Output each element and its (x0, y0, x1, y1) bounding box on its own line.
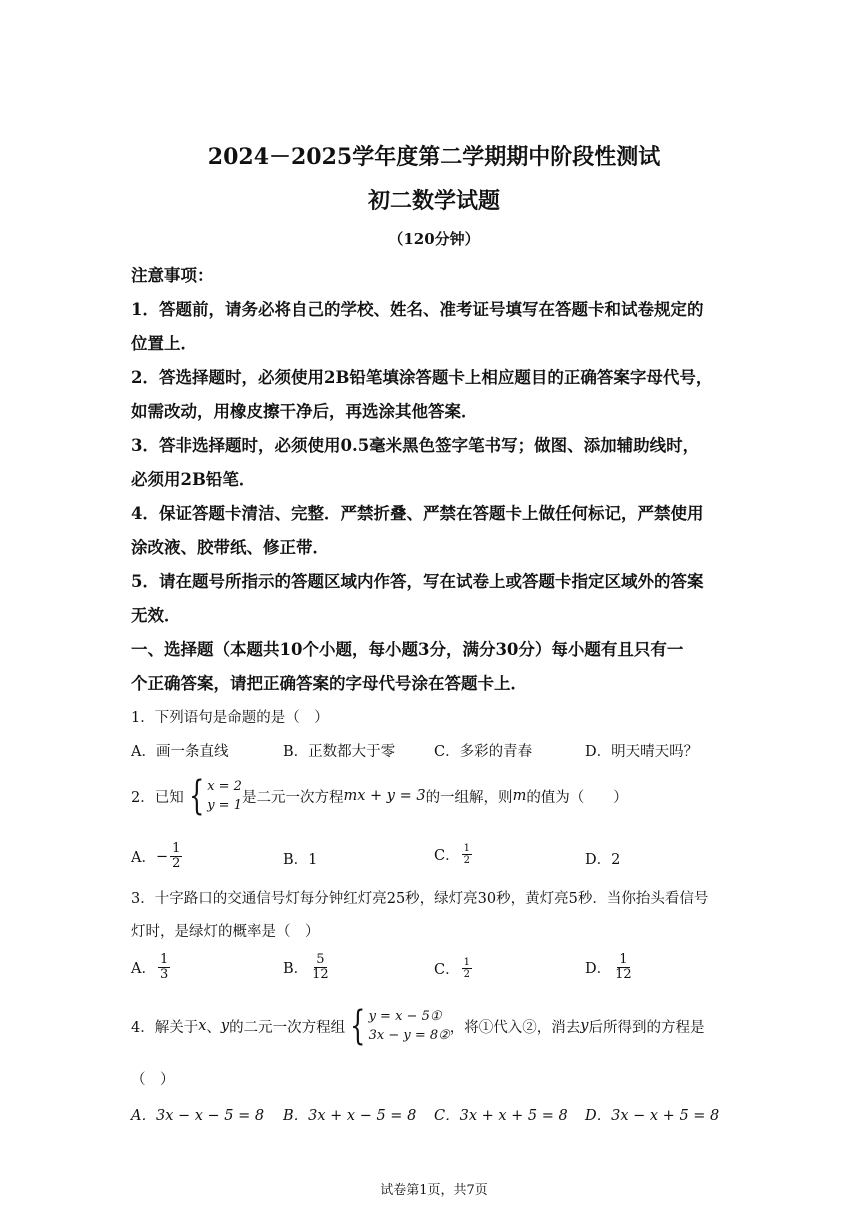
note-line: 无效． (131, 606, 181, 625)
q2-option-d: D．2 (585, 852, 621, 868)
q4-prefix: 4．解关于 (131, 1019, 199, 1036)
fraction-denominator: 2 (463, 855, 470, 866)
q4-option-c: C．3x + x + 5 = 8 (434, 1108, 568, 1124)
exam-duration: （120分钟） (388, 230, 480, 248)
q4-system-line-2: 3x − y = 8② (368, 1028, 450, 1043)
q3-option-a-label: A． (131, 961, 156, 977)
q1-option-a: A．画一条直线 (131, 744, 229, 760)
q2-option-c-label: C． (434, 848, 460, 864)
question-4-stem (131, 1003, 705, 1049)
q3-option-a (131, 953, 172, 982)
q4-answer-paren: （ ） (131, 1072, 175, 1088)
q3-option-c (434, 957, 474, 980)
q2-mid2: 的一组解，则 (425, 789, 513, 806)
q4-option-a: A．3x − x − 5 = 8 (131, 1108, 265, 1124)
q4-var-y: y (220, 1018, 230, 1034)
question-1-stem: 1．下列语句是命题的是（ ） (131, 710, 329, 726)
brace-icon: { (350, 1003, 366, 1049)
note-line: 如需改动，用橡皮擦干净后，再选涂其他答案． (131, 402, 478, 421)
q3-option-c-label: C． (434, 962, 460, 978)
fraction-denominator: 3 (159, 967, 169, 982)
q3-option-a-fraction (158, 953, 170, 982)
q2-option-c-fraction (462, 843, 472, 866)
q3-option-b-fraction (310, 953, 331, 982)
q2-equation-system (184, 773, 242, 819)
exam-subtitle: 初二数学试题 (367, 188, 500, 214)
q4-option-b: B．3x + x − 5 = 8 (283, 1108, 417, 1124)
note-line: 3．答非选择题时，必须使用0.5毫米黑色签字笔书写；做图、添加辅助线时， (131, 436, 700, 455)
note-line: 5．请在题号所指示的答题区域内作答，写在试卷上或答题卡指定区域外的答案 (131, 572, 704, 591)
fraction-denominator: 12 (615, 967, 632, 982)
note-line: 位置上． (131, 334, 197, 353)
fraction-numerator: 5 (316, 952, 325, 967)
note-line: 4．保证答题卡清洁、完整．严禁折叠、严禁在答题卡上做任何标记，严禁使用 (131, 504, 704, 523)
note-line: 必须用2B铅笔． (131, 470, 256, 489)
q4-suffix2: 后所得到的方程是 (588, 1019, 705, 1036)
q2-suffix: 的值为（ ） (526, 789, 628, 806)
q3-option-d-label: D． (585, 961, 612, 977)
q4-equation-system (345, 1003, 450, 1049)
q2-option-a-fraction (170, 842, 182, 871)
question-3-line-1: 3．十字路口的交通信号灯每分钟红灯亮25秒，绿灯亮30秒，黄灯亮5秒．当你抬头看信号 (131, 891, 709, 907)
q2-equation: mx + y = 3 (343, 788, 426, 804)
q4-system-line-1: y = x − 5① (368, 1009, 442, 1024)
q4-suffix: ，将①代入②，消去 (449, 1019, 581, 1036)
exam-title: 2024－2025学年度第二学期期中阶段性测试 (207, 144, 661, 170)
q4-sep: 、 (206, 1019, 221, 1036)
q2-option-c (434, 843, 474, 866)
q4-var-x: x (198, 1018, 207, 1034)
q3-option-b-label: B． (283, 961, 309, 977)
q4-option-d: D．3x − x + 5 = 8 (585, 1108, 720, 1124)
q2-system-line-1: x = 2 (207, 779, 242, 794)
question-2-stem (131, 773, 628, 819)
fraction-numerator: 1 (619, 952, 628, 967)
q2-system-line-2: y = 1 (207, 798, 242, 813)
fraction-numerator: 1 (159, 952, 169, 967)
q3-option-d (585, 953, 636, 982)
section-heading: 一、选择题（本题共10个小题，每小题3分，满分30分）每小题有且只有一 (131, 640, 684, 659)
q4-var-y-2: y (580, 1018, 589, 1034)
fraction-denominator: 2 (172, 856, 181, 871)
q4-mid: 的二元一次方程组 (229, 1019, 346, 1036)
q2-option-a-label: A． (131, 850, 156, 866)
q1-option-b: B．正数都大于零 (283, 744, 396, 760)
fraction-numerator: 1 (463, 843, 470, 854)
q2-prefix: 2．已知 (131, 789, 184, 806)
q3-option-b (283, 953, 333, 982)
fraction-numerator: 1 (463, 957, 470, 968)
question-3-line-2: 灯时，是绿灯的概率是（ ） (131, 924, 320, 940)
q2-option-b: B．1 (283, 852, 318, 868)
q2-option-a (131, 842, 184, 871)
note-line: 1．答题前，请务必将自己的学校、姓名、准考证号填写在答题卡和试卷规定的 (131, 300, 704, 319)
q1-option-c: C．多彩的青春 (434, 744, 533, 760)
q2-variable: m (512, 788, 527, 804)
q1-option-d: D．明天晴天吗？ (585, 744, 699, 760)
q2-mid: 是二元一次方程 (241, 789, 344, 806)
brace-icon: { (188, 773, 205, 819)
note-line: 2．答选择题时，必须使用2B铅笔填涂答题卡上相应题目的正确答案字母代号， (131, 368, 713, 387)
q3-option-d-fraction (613, 953, 634, 982)
note-line: 涂改液、胶带纸、修正带． (131, 538, 329, 557)
section-heading: 个正确答案，请把正确答案的字母代号涂在答题卡上． (131, 674, 527, 693)
page-footer: 试卷第1页，共7页 (380, 1183, 488, 1198)
fraction-denominator: 12 (312, 967, 329, 982)
fraction-numerator: 1 (172, 841, 181, 856)
q2-option-a-sign: − (155, 848, 169, 865)
q3-option-c-fraction (462, 957, 472, 980)
fraction-denominator: 2 (463, 969, 470, 980)
notes-heading: 注意事项： (131, 266, 214, 285)
